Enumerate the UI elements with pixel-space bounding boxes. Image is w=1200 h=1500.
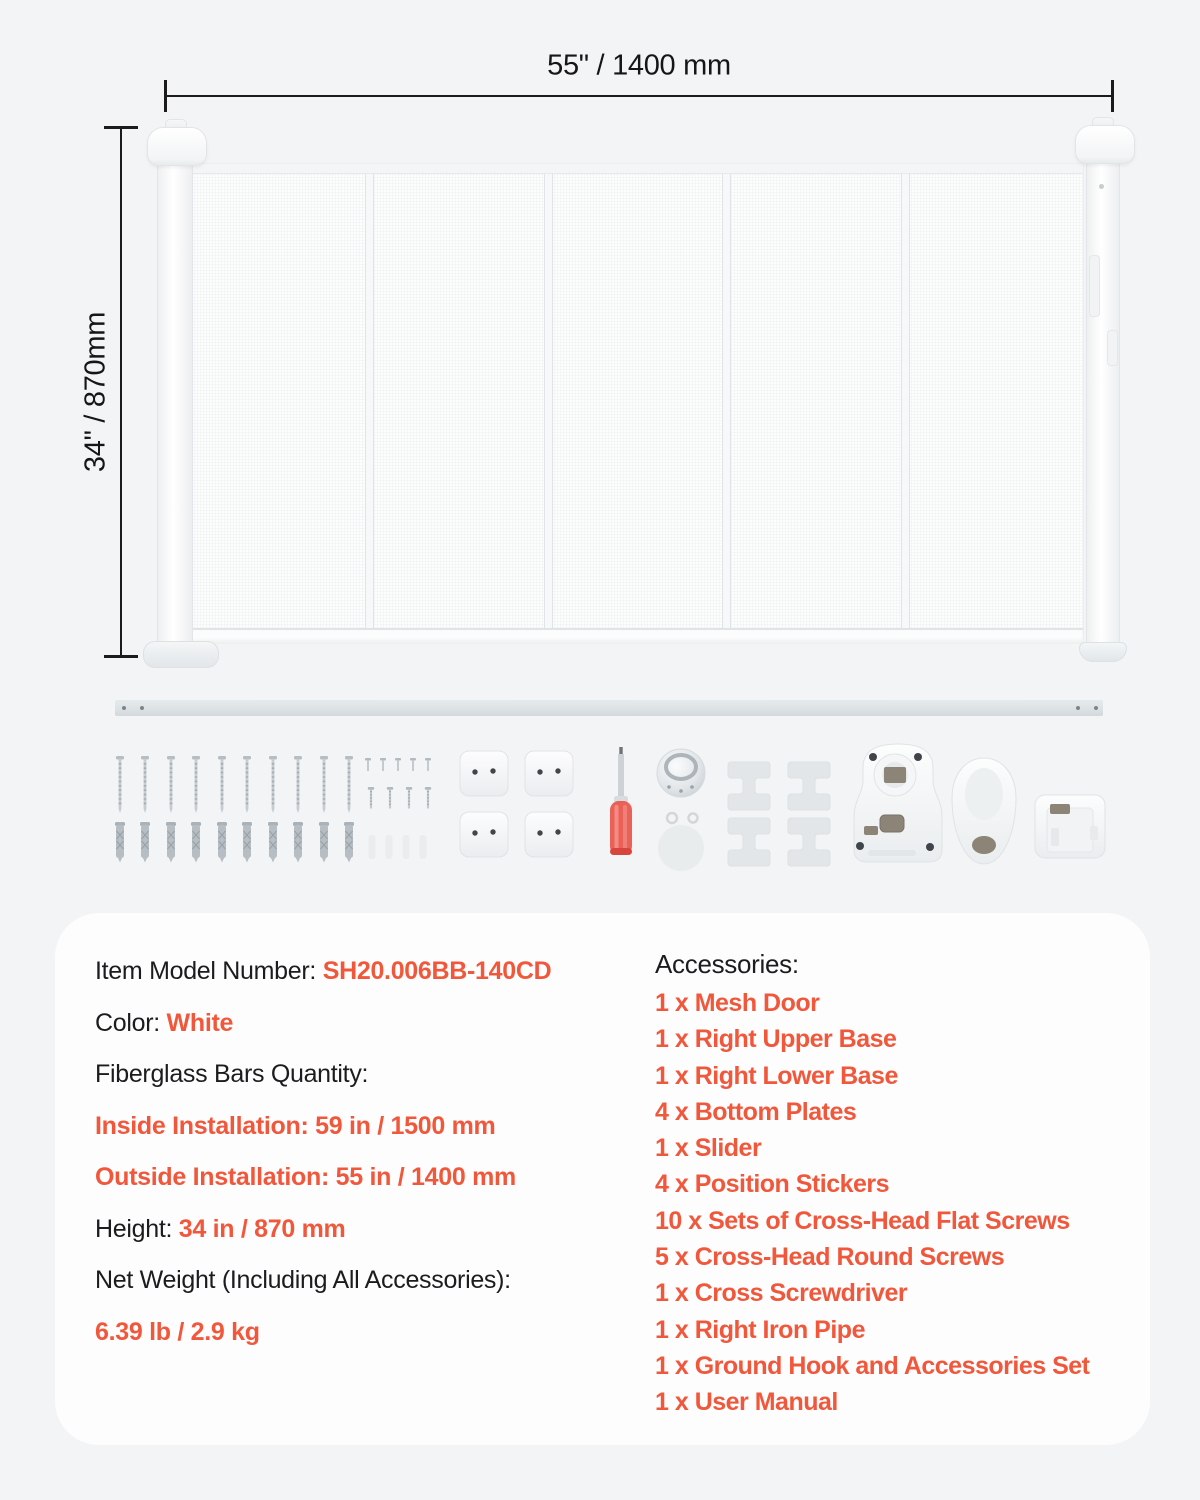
mesh-seam	[544, 174, 553, 629]
bottom-plates-set	[460, 751, 573, 857]
accessory-item: 1 x Ground Hook and Accessories Set	[655, 1351, 1090, 1380]
spec-card	[55, 913, 1150, 1445]
width-dimension-label: 55" / 1400 mm	[547, 49, 731, 82]
accessory-item: 4 x Bottom Plates	[655, 1097, 857, 1126]
spec-label: Height:	[95, 1214, 179, 1243]
accessory-item: 1 x Right Upper Base	[655, 1025, 897, 1054]
spec-value: Inside Installation: 59 in / 1500 mm	[95, 1111, 496, 1140]
rail-screw-hole	[140, 706, 144, 710]
mesh-seam	[365, 174, 374, 629]
left-post-base-foot	[143, 641, 219, 668]
flat-screws-set	[116, 756, 353, 813]
left-post-cap	[147, 127, 207, 166]
spec-value: Outside Installation: 55 in / 1400 mm	[95, 1163, 516, 1191]
spec-row-outside-installation	[95, 1152, 635, 1204]
right-post-latch	[1107, 330, 1118, 366]
spec-value: White	[166, 1008, 234, 1037]
spec-row-bars-quantity	[95, 1049, 635, 1101]
rail-screw-hole	[1076, 706, 1080, 710]
spec-value: SH20.006BB-140CD	[322, 957, 552, 985]
mesh-door-panel	[190, 163, 1084, 644]
right-upper-base	[854, 744, 942, 862]
height-dimension-label: 34" / 870mm	[79, 311, 112, 473]
right-post-screw-dot	[1099, 184, 1104, 189]
accessory-item: 10 x Sets of Cross-Head Flat Screws	[655, 1206, 1070, 1235]
accessories-list	[655, 943, 1135, 1421]
spec-label: Item Model Number:	[95, 957, 323, 985]
mesh-bottom-rail	[191, 628, 1083, 643]
right-lower-base	[952, 758, 1016, 864]
spec-value: 34 in / 870 mm	[178, 1214, 346, 1243]
wall-anchors-set	[115, 822, 354, 863]
iron-pipe-rail	[115, 700, 1103, 716]
accessory-item: 5 x Cross-Head Round Screws	[655, 1243, 1005, 1272]
spec-row-inside-installation	[95, 1101, 635, 1153]
slider-bracket	[1035, 795, 1105, 858]
spec-row-weight-value	[95, 1307, 635, 1359]
accessories-header: Accessories:	[655, 949, 799, 979]
accessory-item: 1 x Slider	[655, 1134, 762, 1163]
spec-value: 6.39 lb / 2.9 kg	[95, 1317, 260, 1346]
right-post-cap	[1075, 125, 1135, 164]
ground-hook-parts	[657, 749, 705, 871]
mesh-seam	[722, 174, 731, 629]
right-post-base-flare	[1079, 642, 1127, 662]
spec-label: Net Weight (Including All Accessories):	[95, 1266, 511, 1294]
spec-label: Fiberglass Bars Quantity:	[95, 1060, 369, 1088]
spec-row-model	[95, 946, 635, 998]
accessory-item: 1 x Right Lower Base	[655, 1061, 898, 1090]
accessory-item: 1 x Right Iron Pipe	[655, 1315, 865, 1344]
spec-row-net-weight	[95, 1255, 635, 1307]
mesh-seam	[901, 174, 910, 629]
rail-screw-hole	[1094, 706, 1098, 710]
spec-list	[95, 946, 635, 1358]
accessories-parts-illustration	[100, 742, 1140, 882]
spec-row-color	[95, 998, 635, 1050]
spec-row-height	[95, 1204, 635, 1256]
accessory-item: 4 x Position Stickers	[655, 1170, 890, 1199]
spec-label: Color:	[95, 1008, 167, 1037]
gate-right-post	[1086, 152, 1120, 652]
round-screws-set	[365, 758, 431, 859]
gate-left-post	[157, 148, 193, 660]
screwdriver	[610, 747, 632, 855]
rail-screw-hole	[122, 706, 126, 710]
right-post-slot	[1089, 255, 1100, 317]
mesh-top-rail	[191, 164, 1083, 174]
accessory-item: 1 x Mesh Door	[655, 989, 820, 1017]
position-stickers-set	[728, 762, 830, 866]
accessory-item: 1 x Cross Screwdriver	[655, 1279, 908, 1308]
accessory-item: 1 x User Manual	[655, 1388, 838, 1417]
